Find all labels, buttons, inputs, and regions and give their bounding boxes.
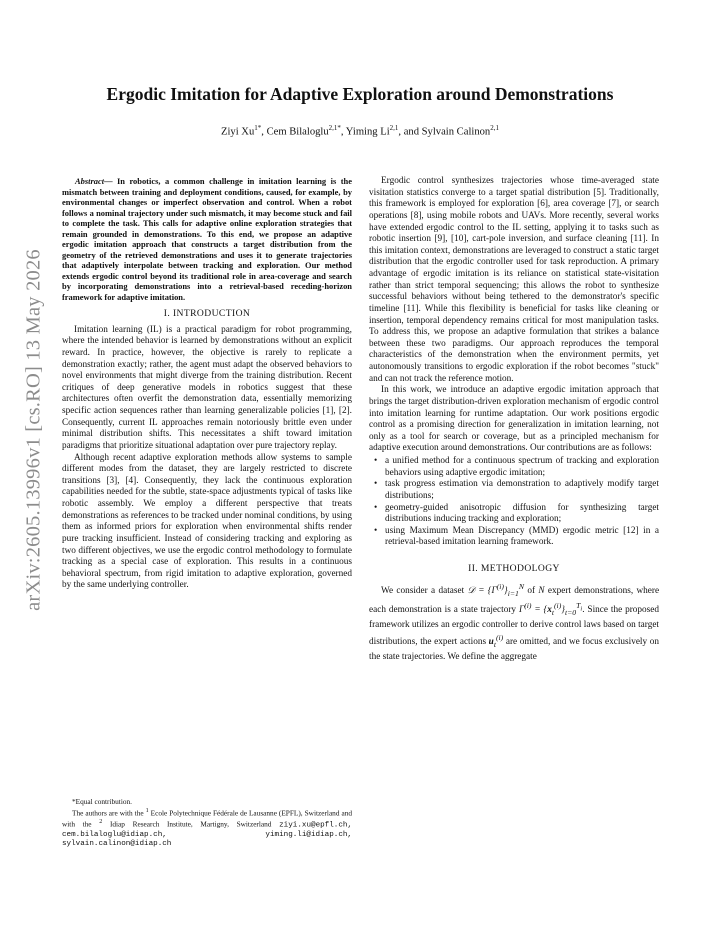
paragraph: Although recent adaptive exploration methods allow systems to sample different modes from the dataset, they are largely restricted to discrete transitions [3], [4]. Consequently, they lack the continuous exploration capabilities needed for the subtle, state-space adjustments typical of tasks like robotic assembly. We employ a different perspective that treats demonstrations as references to be tracked under nominal conditions, by using them as informed priors for exploration when environmental shifts render pure tracking insufficient. Instead of considering tracking and exploring as two different objectives, we use the ergodic control methodology to formulate tracking as a special case of exploration. This results in a continuous behavioral spectrum, from rigid imitation to adaptive exploration, governed by the same underlying controller. [62, 452, 353, 591]
paragraph: Ergodic control synthesizes trajectories whose time-averaged state visitation statistics converge to a target spatial distribution [5]. Traditionally, this framework is employed for exploration [6], area coverage [7], or search operations [8], using mobile robots and UAVs. More recently, several works have extended ergodic control to the IL setting, applying it to tasks such as robotic insertion [9], [10], cart-pole inversion, and surface cleaning [11]. In this imitation context, demonstrations are leveraged to construct a static target distribution that the ergodic controller used for task reproduction. A primary advantage of ergodic imitation is its reliance on statistical state-visitation rather than strict temporal sequencing; this allows the robot to synthesize successful behaviors without being tethered to the demonstrator's specific timeline [11]. While this flexibility is beneficial for tasks like cleaning or insertion, temporal dependency remains critical for most manipulation tasks. To address this, we propose an adaptive formulation that strikes a balance between these two paradigms. Our approach reproduces the temporal characteristics of the demonstration when the environment permits, yet autonomously transitions to ergodic exploration if the robot becomes "stuck" and can not track the reference motion. [369, 176, 659, 384]
list-item: • a unified method for a continuous spectrum of tracking and exploration behaviors using adaptive ergodic imitation; [385, 456, 659, 479]
affiliation-note: The authors are with the $^1$ Ecole Polytechnique Fédérale de Lausanne (EPFL), Switzerland and with the $^2$ Idiap Research Institute, Martigny, Switzerland ziyi.xu@epfl.ch, cem.bilaloglu@idiap.ch, yiming.li@idiap.ch, sylvain.calinon@idiap.ch [62, 807, 353, 849]
author-affiliation: 2,1* [328, 124, 341, 132]
arxiv-sidebar-stamp [8, 200, 60, 660]
author-name: Ziyi Xu [221, 126, 255, 138]
section-heading-methodology: II. METHODOLOGY [468, 563, 560, 574]
paper-title: Ergodic Imitation for Adaptive Exploration around Demonstrations [106, 84, 614, 104]
trajectory-equation: $\Gamma^{(i)} = \{x_t^{(i)}\}_{t=0}^{T_i}$ [518, 600, 583, 617]
author-affiliation: 2,1 [389, 124, 399, 132]
dataset-equation: 𝒟 = $\{\Gamma^{(i)}\}_{i=1}^N$ [467, 581, 524, 598]
section-heading-introduction: I. INTRODUCTION [163, 308, 251, 319]
action-symbol: $u_t^{(i)}$ [488, 632, 504, 649]
email-link[interactable]: cem.bilaloglu@idiap.ch, [62, 830, 167, 839]
email-link[interactable]: sylvain.calinon@idiap.ch [62, 840, 172, 849]
email-link[interactable]: yiming.li@idiap.ch, [265, 830, 352, 839]
list-item: • geometry-guided anisotropic diffusion for synthesizing target distributions inducing tracking and exploration; [385, 503, 659, 526]
abstract [62, 176, 352, 302]
abstract-label: Abstract [75, 176, 105, 186]
equal-contribution-note: *Equal contribution. [72, 797, 132, 806]
author-affiliation: 1* [254, 124, 262, 132]
methodology-paragraph: We consider a dataset 𝒟 = $\{\Gamma^{(i)}\}_{i=1}^N$ of N expert demonstrations, where each demonstration is a state trajectory $\Gamma^{(i)} = \{x_t^{(i)}\}_{t=0}^{T_i}$. Since the proposed framework utilizes an ergodic controller to derive control laws based on target distributions, the expert actions $u_t^{(i)}$ are omitted, and we focus exclusively on the state trajectories. We define the aggregate [369, 581, 660, 663]
author-name: , and Sylvain Calinon [398, 126, 491, 138]
abstract-text: — In robotics, a common challenge in imitation learning is the mismatch between training and deployment conditions, caused, for example, by environmental changes or imperfect observation and control. When a robot follows a nominal trajectory under such mismatch, it may become stuck and fail to complete the task. This calls for adaptive online exploration strategies that remain grounded in demonstrations. To this end, we propose an adaptive ergodic imitation approach that constructs a target distribution from the geometry of the retrieved demonstrations and uses it to generate trajectories that adaptively interpolate between tracking and exploration. Our method extends ergodic control beyond its traditional role in area-coverage and search by incorporating demonstrations into a retrieval-based receding-horizon framework for adaptive imitation. [62, 176, 352, 302]
email-link[interactable]: ziyi.xu@epfl.ch, [279, 821, 353, 830]
list-item: • task progress estimation via demonstration to adaptively modify target distributions; [385, 479, 659, 502]
author-affiliation: 2,1 [490, 124, 499, 132]
author-name: , Yiming Li [340, 126, 390, 138]
contribution-list [369, 456, 659, 549]
list-item: • using Maximum Mean Discrepancy (MMD) ergodic metric [12] in a retrieval-based imitation learning framework. [385, 526, 659, 549]
paragraph: Imitation learning (IL) is a practical paradigm for robot programming, where the intended behavior is learned by demonstrations without an explicit reward. In practice, however, the objective is rarely to replicate a demonstration exactly; rather, the agent must adapt the observed behaviors to novel environments that might diverge from the training distribution. Recent critiques of deep generative models in robotics suggest that these architectures often overfit the demonstration data, essentially memorizing specific action sequences rather than learning generalizable policies [1], [2]. Consequently, current IL approaches remain notoriously brittle even under minimal distribution shifts. This necessitates a shift toward imitation paradigms that prioritize situational adaptation over pure trajectory replay. [62, 324, 352, 451]
author-list [0, 124, 720, 138]
arxiv-identifier: arXiv:2605.13996v1 [cs.RO] 13 May 2026 [22, 249, 45, 611]
footnote [62, 798, 352, 849]
author-name: , Cem Bilaloglu [261, 126, 329, 138]
left-column [62, 176, 352, 592]
paragraph: In this work, we introduce an adaptive ergodic imitation approach that brings the target distribution-driven exploration mechanism of ergodic control into imitation learning for runtime adaptation. Our work positions ergodic control as a promising direction for generalization in imitation learning, not only as a tool for search or coverage, but as a principled mechanism for adaptive execution around demonstrations. Our contributions are as follows: [369, 385, 659, 454]
right-column [369, 176, 659, 663]
